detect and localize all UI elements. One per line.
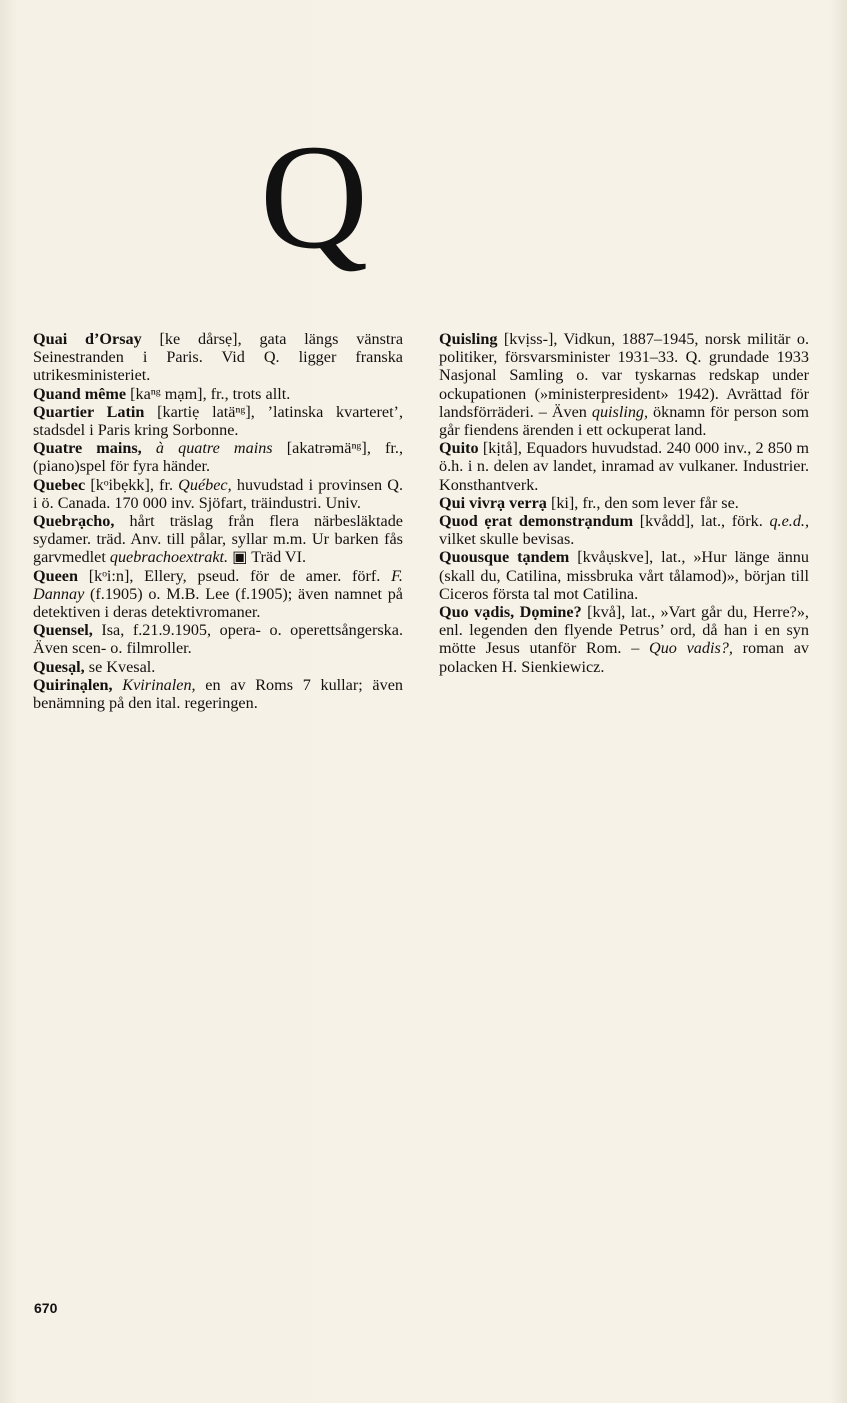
entry-italic: quebrachoextrakt.	[109, 548, 229, 567]
entry-text: hårt träslag från flera närbesläktade sydamer. träd. Anv. till pålar, syllar m.m. Ur barken fås garvmedlet	[33, 512, 403, 567]
entry-text: vilket skulle bevisas.	[439, 530, 575, 549]
entry-text: [kvịss-], Vidkun, 1887–1945, norsk militär o. politiker, försvarsminister 1931–33. Q. grundade 1933 Nasjonal Samling o. var tyskarnas redskap under ockupationen (»ministerpresident» 1942). Avrättad för landsförräderi. – Även	[439, 330, 809, 421]
entry-headword: Quirinạlen,	[33, 675, 113, 694]
entry-headword: Queen	[33, 566, 78, 585]
entry-italic: q.e.d.,	[769, 512, 810, 531]
entry-italic: F. Dannay	[33, 566, 403, 603]
entry	[439, 330, 809, 439]
entry-text: (f.1905) o. M.B. Lee (f.1905); även namnet på detektiven i deras detektivromaner.	[33, 584, 403, 622]
entry-headword: Qui vivrạ verrạ	[439, 493, 547, 512]
entry-headword: Quisling	[439, 330, 498, 348]
entry	[33, 330, 403, 385]
entry-headword: Quo vạdis, Dọmine?	[439, 603, 582, 622]
entry-text: [kaⁿᵍ mạm], fr., trots allt.	[126, 384, 291, 403]
entry-headword: Quensel,	[33, 621, 93, 640]
section-letter	[258, 114, 370, 280]
entry-headword: Quand même	[33, 384, 127, 403]
entry-italic: à quatre mains	[141, 439, 273, 458]
entry	[33, 403, 403, 439]
entry-headword: Quatre mains,	[33, 439, 142, 458]
entry-text: [akatrəmäⁿᵍ], fr., (piano)spel för fyra händer.	[33, 439, 403, 476]
entry	[439, 439, 809, 494]
entry-text: [kᵒi:n], Ellery, pseud. för de amer. förf.	[77, 566, 381, 585]
entry	[33, 476, 403, 512]
entry-headword: Quousque tạndem	[439, 548, 570, 567]
entry-italic: quisling,	[591, 402, 649, 421]
entry-italic: Quo vadis?,	[649, 639, 733, 658]
entry	[33, 621, 403, 657]
entry-headword: Quesạl,	[33, 657, 85, 676]
page-number: 670	[34, 1300, 58, 1316]
entry	[33, 385, 403, 403]
entry-text: roman av polacken H. Sienkiewicz.	[439, 639, 809, 676]
entry-text: [kvå], lat., »Vart går du, Herre?», enl. legenden den flyende Petrus’ ord, då han i en syn mötte Jesus utanför Rom. –	[439, 603, 809, 658]
entry-text: [kvådd], lat., förk.	[633, 512, 763, 531]
entry	[439, 603, 809, 676]
entry-text: [ke dårsẹ], gata längs vänstra Seinestranden i Paris. Vid Q. ligger franska utrikesministeriet.	[33, 330, 404, 385]
entry	[439, 548, 809, 603]
entry-headword: Quod ẹrat demonstrạndum	[439, 512, 634, 531]
entry-headword: Quebec	[33, 475, 86, 494]
entry-text: [kvåụskve], lat., »Hur länge ännu (skall du, Catilina, missbruka vårt tålamod)», början till Ciceros första tal mot Catilina.	[439, 548, 809, 603]
entry	[33, 567, 403, 622]
section-letter-text: Q	[259, 114, 369, 280]
entry-text: Isa, f.21.9.1905, opera- o. operettsångerska. Även scen- o. filmroller.	[33, 621, 403, 658]
entry-headword: Quartier Latin	[33, 402, 145, 421]
entry	[33, 512, 403, 567]
entry-text: ▣ Träd VI.	[228, 548, 307, 567]
entry-italic: Québec,	[173, 475, 232, 494]
entry-headword: Quebrạcho,	[33, 512, 115, 531]
left-column	[33, 330, 403, 712]
entry	[439, 494, 809, 512]
right-column	[439, 330, 809, 676]
entry-headword: Quai d’Orsay	[33, 330, 142, 348]
entry-text: [ki], fr., den som lever får se.	[546, 493, 739, 512]
entry	[33, 439, 403, 475]
entry-text: en av Roms 7 kullar; även benämning på den ital. regeringen.	[33, 675, 403, 713]
entry-headword: Quito	[439, 439, 479, 458]
entry-italic: Kvirinalen,	[112, 675, 196, 694]
entry-text: huvudstad i provinsen Q. i ö. Canada. 170 000 inv. Sjöfart, träindustri. Univ.	[33, 475, 404, 512]
entry-text: se Kvesal.	[84, 657, 156, 676]
entry	[439, 512, 809, 548]
entry	[33, 658, 403, 676]
entry-text: [kịtå], Equadors huvudstad. 240 000 inv., 2 850 m ö.h. i n. delen av landet, inramad av vulkaner. Industrier. Konsthantverk.	[439, 439, 809, 494]
entry-text: [kartiẹ latäⁿᵍ], ’latinska kvarteret’, stadsdel i Paris kring Sorbonne.	[33, 402, 403, 440]
entry-text: öknamn för person som går fiendens ärenden i ett ockuperat land.	[439, 402, 810, 440]
entry	[33, 676, 403, 712]
entry-text: [kᵒibẹkk], fr.	[85, 475, 173, 494]
